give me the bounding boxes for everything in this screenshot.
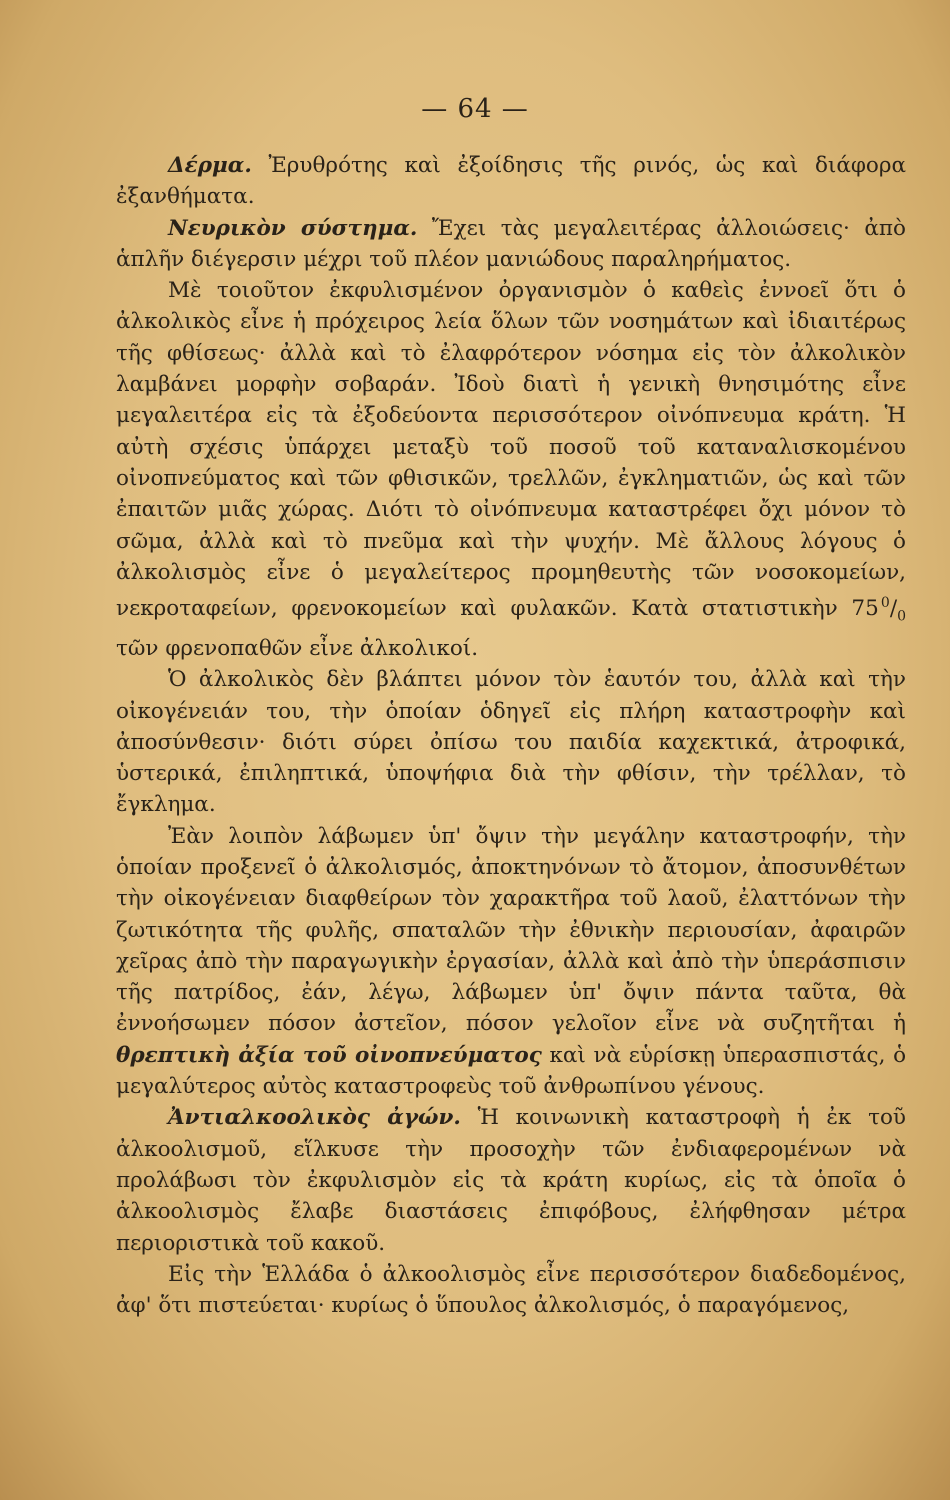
emphasis-nutritional-value: θρεπτικὴ ἀξία τοῦ οἰνοπνεύματος (116, 1042, 542, 1068)
percent-sign-bottom: 0 (897, 608, 906, 625)
page-number: — 64 — (421, 94, 529, 124)
text-family: Ὁ ἀλκολικὸς δὲν βλάπτει μόνον τὸν ἑαυτόν του, ἀλλὰ καὶ τὴν οἰκογένειάν του, τὴν ὁποίαν ὁδηγεῖ εἰς πλήρη καταστροφὴν καὶ ἀποσύνθεσιν· διότι σύρει ὀπίσω του παιδία καχεκτικά, ἀτροφικά, ὑστερικά, ἐπιληπτικά, ὑποψήφια διὰ τὴν φθίσιν, τὴν τρέλλαν, τὸ ἔγκλημα. (116, 667, 906, 818)
heading-skin: Δέρμα. (168, 153, 252, 178)
text-greece: Εἰς τὴν Ἑλλάδα ὁ ἀλκοολισμὸς εἶνε περισσότερον διαδεδομένος, ἀφ' ὅτι πιστεύεται· κυρίως ὁ ὕπουλος ἀλκολισμός, ὁ παραγόμενος, (116, 1261, 906, 1319)
text-skin: Ἐρυθρότης καὶ ἐξοίδησις τῆς ρινός, ὡς καὶ διάφορα ἐξανθήματα. (116, 153, 906, 210)
page-body (116, 150, 906, 1321)
heading-nervous-system: Νευρικὸν σύστημα. (168, 215, 418, 241)
percent-sign-slash: / (889, 596, 898, 622)
text-nervous-system: Ἔχει τὰς μεγαλειτέρας ἀλλοιώσεις· ἀπὸ ἁπλῆν διέγερσιν μέχρι τοῦ πλέον μανιώδους παραληρήματος. (116, 215, 906, 272)
percent-sign-top: 0 (880, 595, 890, 612)
paragraph-organism (116, 275, 906, 664)
paragraph-anti-alcohol-struggle (116, 1102, 906, 1258)
paragraph-catastrophe (116, 821, 906, 1103)
paragraph-family (116, 664, 906, 820)
text-organism-end: τῶν φρενοπαθῶν εἶνε ἀλκολικοί. (116, 635, 479, 661)
paragraph-greece (116, 1259, 906, 1322)
paragraph-nervous-system (116, 213, 906, 276)
text-catastrophe-end: καὶ νὰ εὑρίσκῃ ὑπερασπιστάς, ὁ μεγαλύτερος αὐτὸς καταστροφεὺς τοῦ ἀνθρωπίνου γένους. (116, 1042, 907, 1100)
text-catastrophe: Ἐὰν λοιπὸν λάβωμεν ὑπ' ὄψιν τὴν μεγάλην καταστροφήν, τὴν ὁποίαν προξενεῖ ὁ ἀλκολισμός, ἀποκτηνόνων τὸ ἄτομον, ἀποσυνθέτων τὴν οἰκογένειαν διαφθείρων τὸν χαρακτῆρα τοῦ λαοῦ, ἐλαττόνων τὴν ζωτικότητα τῆς φυλῆς, σπαταλῶν τὴν ἐθνικὴν περιουσίαν, ἀφαιρῶν χεῖρας ἀπὸ τὴν παραγωγικὴν ἐργασίαν, ἀλλὰ καὶ ἀπὸ τὴν ὑπεράσπισιν τῆς πατρίδος, ἐάν, λέγω, λάβωμεν ὑπ' ὄψιν πάντα ταῦτα, θὰ ἐννοήσωμεν πόσον ἀστεῖον, πόσον γελοῖον εἶνε νὰ συζητῆται ἡ (116, 823, 906, 1037)
text-organism: Μὲ τοιοῦτον ἐκφυλισμένον ὀργανισμὸν ὁ καθεὶς ἐννοεῖ ὅτι ὁ ἀλκολικὸς εἶνε ἡ πρόχειρος λεία ὅλων τῶν νοσημάτων καὶ ἰδιαιτέρως τῆς φθίσεως· ἀλλὰ καὶ τὸ ἐλαφρότερον νόσημα εἰς τὸν ἀλκολικὸν λαμβάνει μορφὴν σοβαράν. Ἰδοὺ διατὶ ἡ γενικὴ θνησιμότης εἶνε μεγαλειτέρα εἰς τὰ ἐξοδεύοντα περισσότερον οἰνόπνευμα κράτη. Ἡ αὐτὴ σχέσις ὑπάρχει μεταξὺ τοῦ ποσοῦ τοῦ καταναλισκομένου οἰνοπνεύματος καὶ τῶν φθισικῶν, τρελλῶν, ἐγκληματιῶν, ὡς καὶ τῶν ἐπαιτῶν μιᾶς χώρας. Διότι τὸ οἰνόπνευμα καταστρέφει ὄχι μόνον τὸ σῶμα, ἀλλὰ καὶ τὸ πνεῦμα καὶ τὴν ψυχήν. Μὲ ἄλλους λόγους ὁ ἀλκολισμὸς εἶνε ὁ μεγαλείτερος προμηθευτὴς τῶν νοσοκομείων, νεκροταφείων, φρενοκομείων καὶ φυλακῶν. Κατὰ στατιστικὴν 75 (116, 278, 906, 622)
heading-anti-alcohol-struggle: Ἀντιαλκοολικὸς ἀγών. (168, 1105, 461, 1131)
paragraph-skin (116, 150, 906, 213)
text-anti-alcohol-struggle: Ἡ κοινωνικὴ καταστροφὴ ἡ ἐκ τοῦ ἀλκοολισμοῦ, εἵλκυσε τὴν προσοχὴν τῶν ἐνδιαφερομένων νὰ προλάβωσι τὸν ἐκφυλισμὸν εἰς τὰ κράτη κυρίως, εἰς τὰ ὁποῖα ὁ ἀλκοολισμὸς ἔλαβε διαστάσεις ἐπιφόβους, ἐλήφθησαν μέτρα περιοριστικὰ τοῦ κακοῦ. (116, 1105, 906, 1256)
